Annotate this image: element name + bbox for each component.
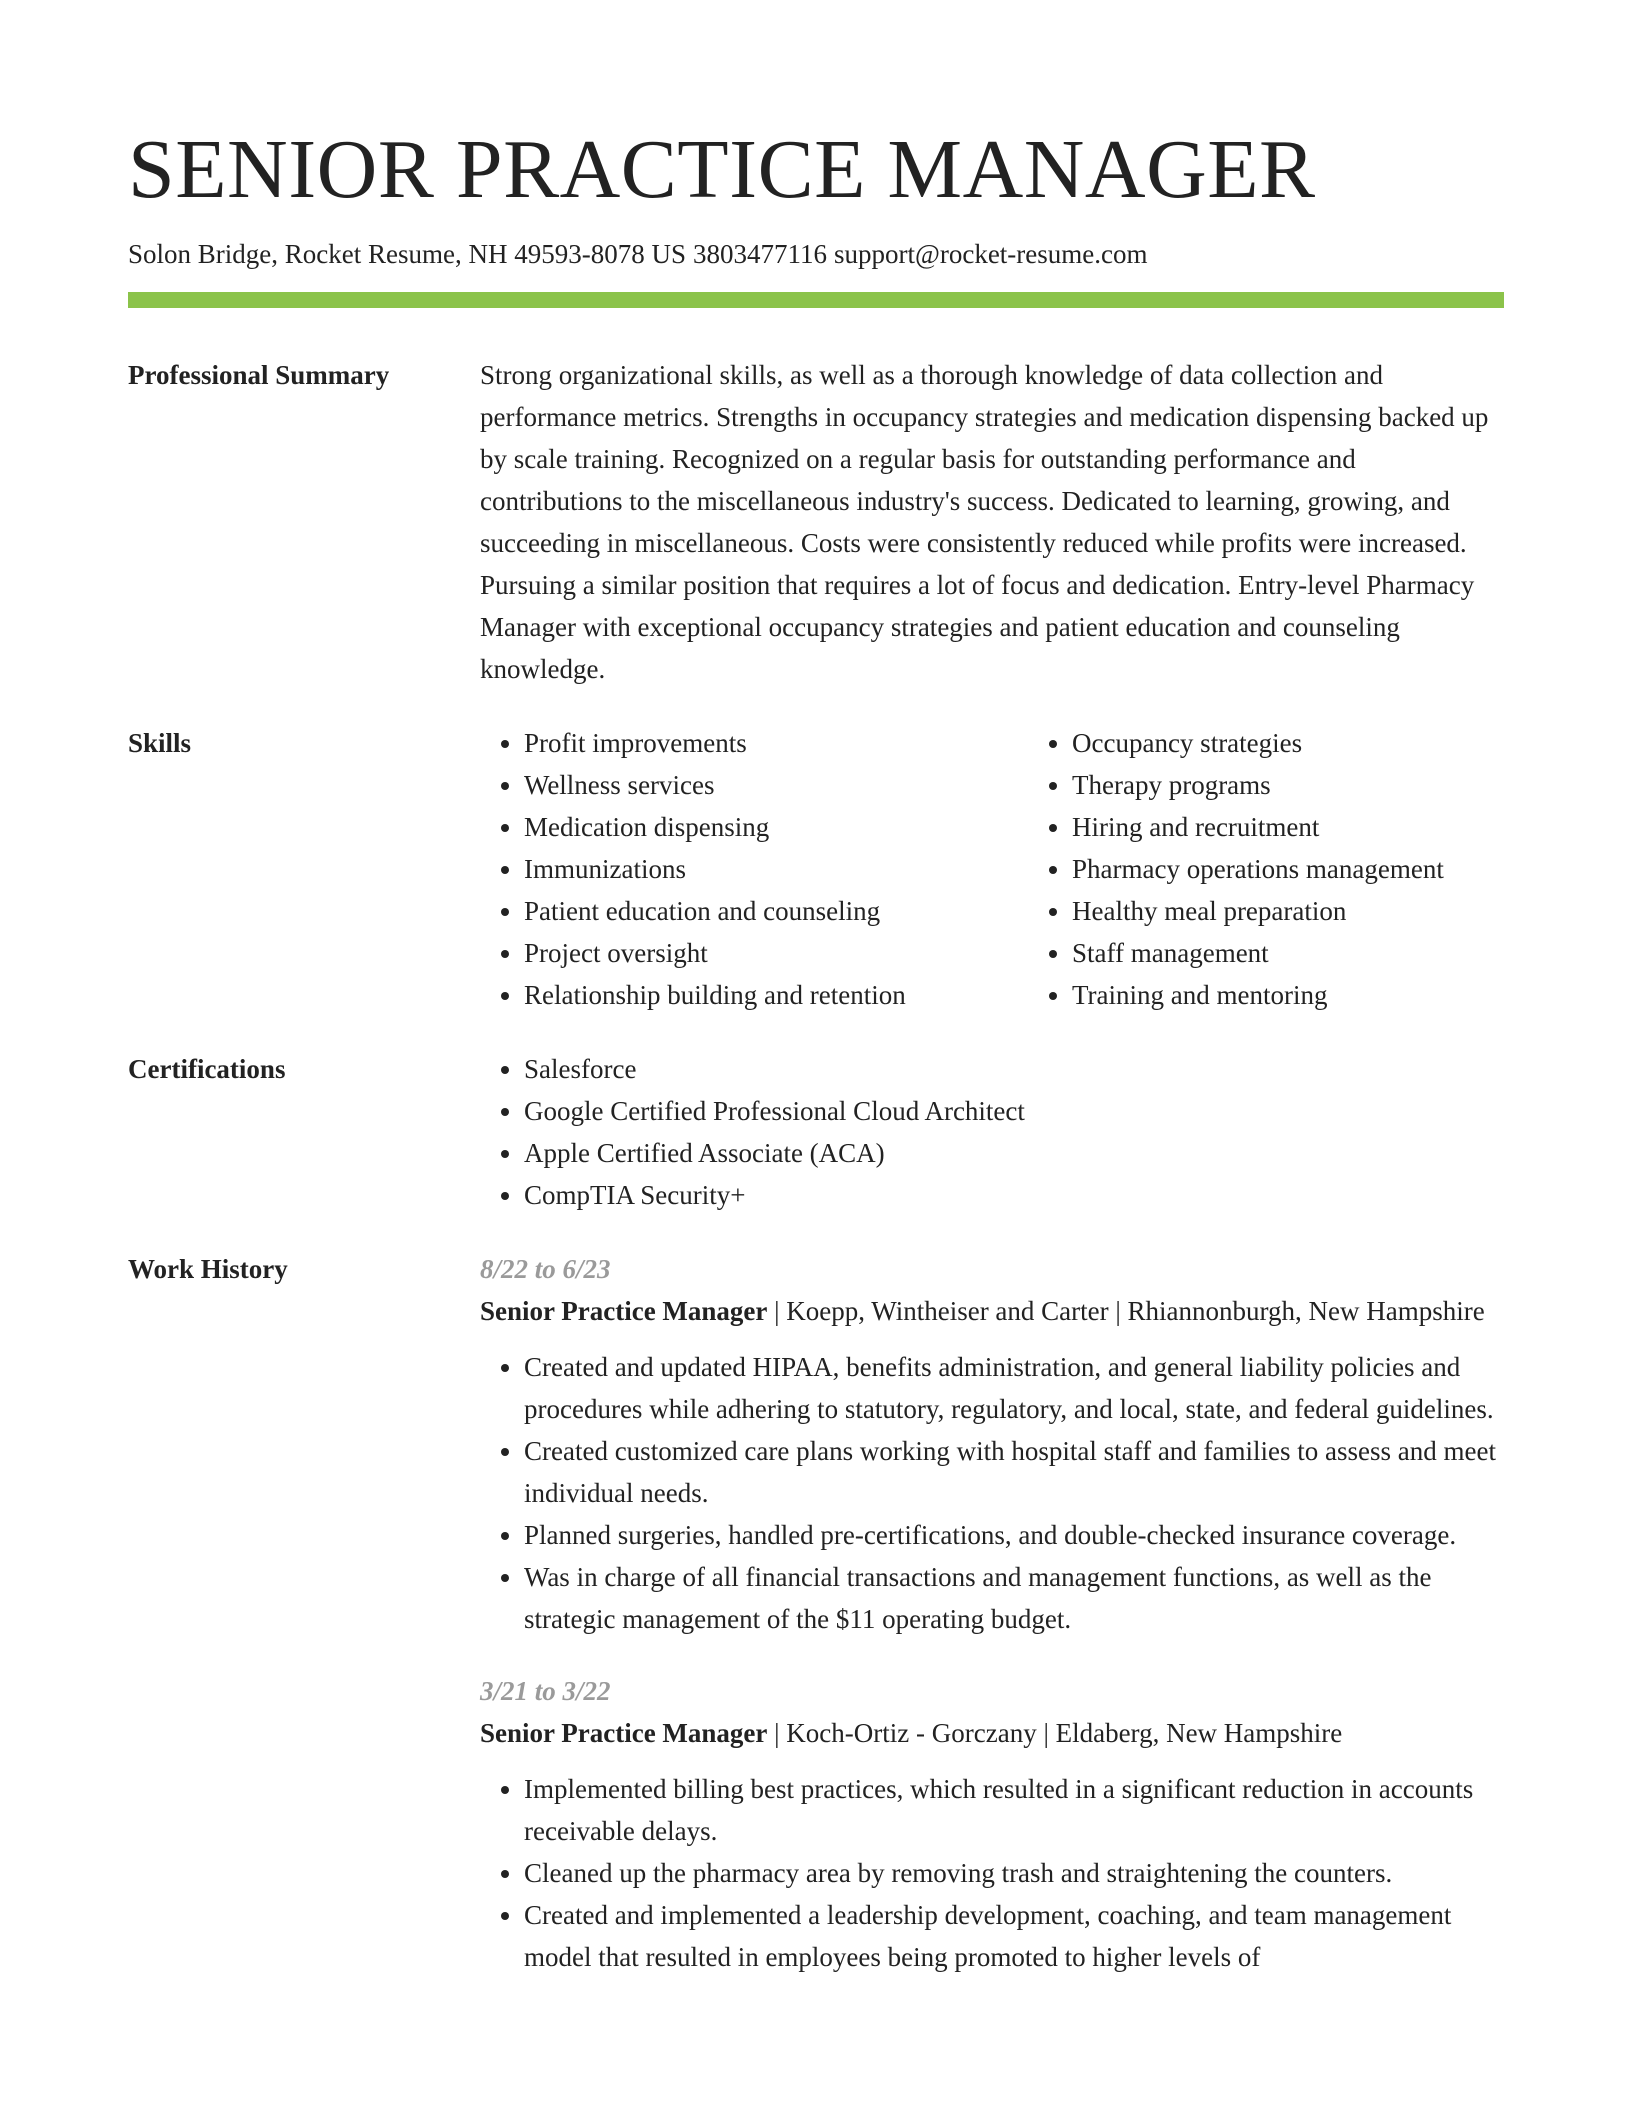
work-history-heading: Work History — [128, 1254, 288, 1284]
work-history-section — [128, 1248, 1504, 2008]
summary-section — [128, 354, 1504, 690]
skill-item: • Training and mentoring — [1072, 974, 1504, 1016]
job-heading — [480, 1290, 1504, 1332]
certification-item: • Salesforce — [524, 1048, 1504, 1090]
job-bullet: • Created customized care plans working with hospital staff and families to assess and meet individual needs. — [524, 1430, 1504, 1514]
skill-item: • Relationship building and retention — [524, 974, 1028, 1016]
skill-item: • Hiring and recruitment — [1072, 806, 1504, 848]
skills-section — [128, 722, 1504, 1016]
skill-item: • Project oversight — [524, 932, 1028, 974]
contact-address: Solon Bridge, Rocket Resume, NH 49593-8078 US — [128, 239, 686, 269]
job-dates: 8/22 to 6/23 — [480, 1254, 611, 1284]
job-bullets — [480, 1768, 1504, 1978]
job-bullet: • Created and updated HIPAA, benefits administration, and general liability policies and procedures while adhering to statutory, regulatory, and local, state, and federal guidelines. — [524, 1346, 1504, 1430]
certification-item: • Apple Certified Associate (ACA) — [524, 1132, 1504, 1174]
skill-item: • Staff management — [1072, 932, 1504, 974]
job-bullet: • Planned surgeries, handled pre-certifications, and double-checked insurance coverage. — [524, 1514, 1504, 1556]
skill-item: • Medication dispensing — [524, 806, 1028, 848]
job-heading — [480, 1712, 1504, 1754]
contact-email: support@rocket-resume.com — [833, 239, 1148, 269]
job-bullet: • Implemented billing best practices, which resulted in a significant reduction in accounts receivable delays. — [524, 1768, 1504, 1852]
skills-grid — [480, 722, 1504, 1016]
certifications-list — [480, 1048, 1504, 1216]
skill-item: • Occupancy strategies — [1072, 722, 1504, 764]
summary-heading: Professional Summary — [128, 360, 390, 390]
skill-item: • Therapy programs — [1072, 764, 1504, 806]
candidate-name: SENIOR PRACTICE MANAGER — [128, 123, 1316, 216]
job-bullet: • Created and implemented a leadership development, coaching, and team management model that resulted in employees being promoted to higher levels of — [524, 1894, 1504, 1978]
contact-line — [128, 236, 1504, 272]
job-details: | Koepp, Wintheiser and Carter | Rhiannonburgh, New Hampshire — [767, 1296, 1485, 1326]
contact-phone: 3803477116 — [692, 239, 827, 269]
certification-item: • Google Certified Professional Cloud Architect — [524, 1090, 1504, 1132]
job-bullet: • Cleaned up the pharmacy area by removing trash and straightening the counters. — [524, 1852, 1504, 1894]
skills-heading: Skills — [128, 728, 192, 758]
skill-item: • Pharmacy operations management — [1072, 848, 1504, 890]
certifications-section — [128, 1048, 1504, 1216]
job-title: Senior Practice Manager — [480, 1718, 768, 1748]
certification-item: • CompTIA Security+ — [524, 1174, 1504, 1216]
header-divider — [128, 292, 1504, 308]
job-dates: 3/21 to 3/22 — [480, 1676, 611, 1706]
skill-item: • Patient education and counseling — [524, 890, 1028, 932]
job-title: Senior Practice Manager — [480, 1296, 768, 1326]
skill-item: • Wellness services — [524, 764, 1028, 806]
skills-list-left — [480, 722, 1028, 1016]
skill-item: • Profit improvements — [524, 722, 1028, 764]
job-bullet: • Was in charge of all financial transactions and management functions, as well as the strategic management of the $11 operating budget. — [524, 1556, 1504, 1640]
skills-list-right — [1028, 722, 1504, 1016]
job-entry — [480, 1670, 1504, 1978]
job-bullets — [480, 1346, 1504, 1640]
skill-item: • Immunizations — [524, 848, 1028, 890]
job-details: | Koch-Ortiz - Gorczany | Eldaberg, New Hampshire — [767, 1718, 1343, 1748]
certifications-heading: Certifications — [128, 1054, 286, 1084]
skill-item: • Healthy meal preparation — [1072, 890, 1504, 932]
summary-text: Strong organizational skills, as well as a thorough knowledge of data collection and performance metrics. Strengths in occupancy strategies and medication dispensing backed up by scale training. Recognized on a regular basis for outstanding performance and contributions to the miscellaneous industry's success. Dedicated to learning, growing, and succeeding in miscellaneous. Costs were consistently reduced while profits were increased. Pursuing a similar position that requires a lot of focus and dedication. Entry-level Pharmacy Manager with exceptional occupancy strategies and patient education and counseling knowledge. — [480, 360, 1489, 684]
job-entry — [480, 1248, 1504, 1640]
